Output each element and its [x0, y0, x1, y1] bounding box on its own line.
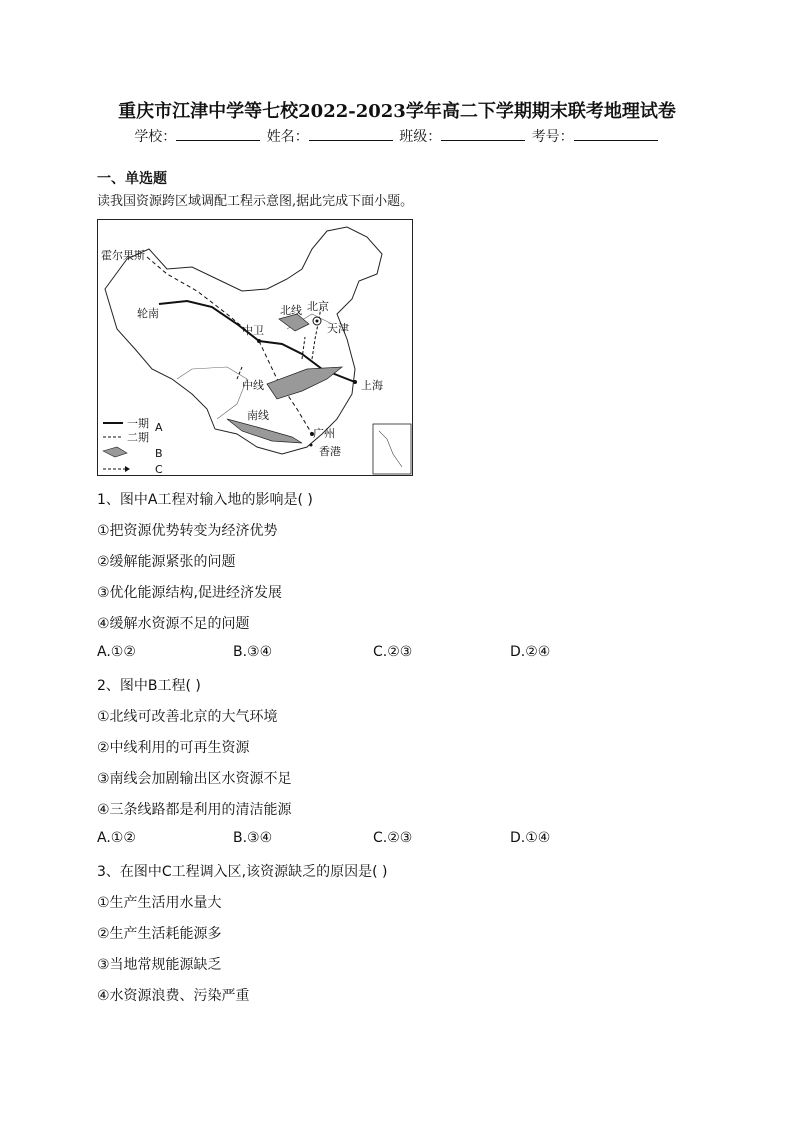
- q3-item-4: ④水资源浪费、污染严重: [97, 988, 250, 1004]
- legend-phase2: 二期: [127, 431, 149, 444]
- q1-item-3: ③优化能源结构,促进经济发展: [97, 585, 283, 601]
- number-blank[interactable]: [574, 126, 658, 141]
- q1-item-2: ②缓解能源紧张的问题: [97, 554, 236, 570]
- legend-b: B: [155, 447, 163, 460]
- exam-title: 重庆市江津中学等七校2022-2023学年高二下学期期末联考地理试卷: [118, 101, 676, 122]
- q3-item-3: ③当地常规能源缺乏: [97, 957, 222, 973]
- q2-item-3: ③南线会加剧输出区水资源不足: [97, 771, 292, 787]
- label-lunnan: 轮南: [137, 307, 159, 320]
- q3-item-1: ①生产生活用水量大: [97, 895, 222, 911]
- legend-a: A: [155, 421, 163, 434]
- label-beixian: 北线: [280, 304, 302, 317]
- q2-option-c[interactable]: C.②③: [373, 830, 413, 846]
- label-zhongwei: 中卫: [242, 324, 264, 337]
- q3-item-2: ②生产生活耗能源多: [97, 926, 222, 942]
- class-label: 班级：: [399, 129, 442, 145]
- legend-c: C: [155, 463, 163, 476]
- label-huoerguosi: 霍尔果斯: [101, 249, 145, 262]
- shanghai-marker: [353, 380, 357, 384]
- hongkong-marker: [310, 444, 313, 447]
- q1-item-4: ④缓解水资源不足的问题: [97, 616, 250, 632]
- student-info-row: [0, 126, 794, 146]
- section-heading: 一、单选题: [97, 171, 167, 187]
- q2-item-1: ①北线可改善北京的大气环境: [97, 709, 278, 725]
- q2-option-b[interactable]: B.③④: [233, 830, 273, 846]
- school-blank[interactable]: [176, 126, 260, 141]
- legend-phase1: 一期: [127, 417, 149, 430]
- label-xianggang: 香港: [319, 445, 341, 458]
- label-zhongxian: 中线: [242, 379, 264, 392]
- number-label: 考号：: [531, 129, 574, 145]
- school-label: 学校：: [134, 129, 177, 145]
- name-label: 姓名：: [266, 129, 309, 145]
- label-beijing: 北京: [307, 300, 329, 313]
- map-inset: [373, 424, 411, 474]
- q2-stem: 2、图中B工程( ): [97, 678, 201, 694]
- q2-item-2: ②中线利用的可再生资源: [97, 740, 250, 756]
- q1-option-d[interactable]: D.②④: [510, 644, 551, 660]
- class-blank[interactable]: [441, 126, 525, 141]
- q3-stem: 3、在图中C工程调入区,该资源缺乏的原因是( ): [97, 864, 388, 880]
- label-shanghai: 上海: [361, 379, 383, 392]
- q2-item-4: ④三条线路都是利用的清洁能源: [97, 802, 292, 818]
- q1-option-b[interactable]: B.③④: [233, 644, 273, 660]
- q2-option-d[interactable]: D.①④: [510, 830, 551, 846]
- q1-option-c[interactable]: C.②③: [373, 644, 413, 660]
- intro-text: 读我国资源跨区域调配工程示意图,据此完成下面小题。: [97, 194, 414, 209]
- q2-option-a[interactable]: A.①②: [97, 830, 136, 846]
- q1-item-1: ①把资源优势转变为经济优势: [97, 523, 278, 539]
- zhongwei-marker: [257, 339, 261, 343]
- name-blank[interactable]: [309, 126, 393, 141]
- q1-stem: 1、图中A工程对输入地的影响是( ): [97, 492, 313, 508]
- label-nanxian: 南线: [247, 409, 269, 422]
- label-guangzhou: 广州: [313, 427, 335, 440]
- q1-option-a[interactable]: A.①②: [97, 644, 136, 660]
- label-tianjin: 天津: [327, 322, 349, 335]
- china-resource-map: [97, 219, 413, 476]
